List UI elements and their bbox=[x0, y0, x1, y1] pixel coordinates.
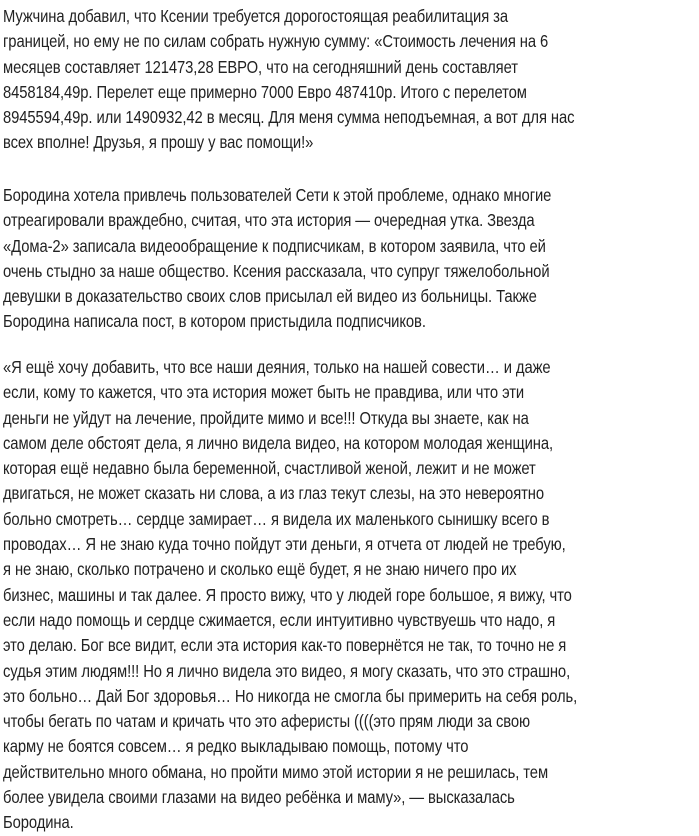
text-line: действительно много обмана, но пройти мимо этой истории я не решилась, тем bbox=[3, 761, 549, 782]
text-line: 8458184,49р. Перелет еще примерно 7000 Евро 487410р. Итого с перелетом bbox=[3, 81, 527, 102]
text-line: Мужчина добавил, что Ксении требуется дорогостоящая реабилитация за bbox=[3, 6, 508, 26]
text-line: это больно… Дай Бог здоровья… Но никогда не смогла бы примерить на себя роль, bbox=[3, 685, 578, 706]
text-line: которая ещё недавно была беременной, счастливой женой, лежит и не может bbox=[3, 458, 536, 479]
text-line: больно смотреть… сердце замирает… я видела их маленького сынишку всего в bbox=[3, 508, 550, 529]
text-line: бизнес, машины и так далее. Я просто вижу, что у людей горе большое, я вижу, что bbox=[3, 584, 572, 605]
text-line: «Я ещё хочу добавить, что все наши деяния, только на нашей совести… и даже bbox=[3, 357, 551, 377]
text-line: двигаться, не может сказать ни слова, а из глаз текут слезы, на это невероятно bbox=[3, 483, 545, 504]
text-line: если надо помощь и сердце сжимается, если интуитивно чувствуешь что надо, я bbox=[3, 609, 556, 630]
text-line: судья этим людям!!! Но я лично видела это видео, я могу сказать, что это страшно, bbox=[3, 660, 571, 681]
text-line: 8945594,49р. или 1490932,42 в месяц. Для меня сумма неподъемная, а вот для нас bbox=[3, 107, 575, 128]
text-line: девушки в доказательство своих слов присылал ей видео из больницы. Также bbox=[3, 286, 537, 307]
text-line: деньги не уйдут на лечение, пройдите мимо и все!!! Откуда вы знаете, как на bbox=[3, 407, 529, 428]
text-line: отреагировали враждебно, считая, что эта история — очередная утка. Звезда bbox=[3, 210, 535, 231]
text-line: Бородина написала пост, в котором пристыдила подписчиков. bbox=[3, 311, 426, 332]
text-line: чтобы бегать по чатам и кричать что это аферисты ((((это прям люди за свою bbox=[3, 711, 531, 732]
text-line: это делаю. Бог все видит, если эта история как-то повернётся не так, то точно не я bbox=[3, 635, 567, 656]
text-line: Бородина. bbox=[3, 812, 74, 833]
text-line: всех вполне! Друзья, я прошу у вас помощи!» bbox=[3, 132, 314, 153]
text-line: если, кому то кажется, что эта история может быть не правдива, или что эти bbox=[3, 382, 525, 403]
text-line: проводах… Я не знаю куда точно пойдут эти деньги, я отчета от людей не требую, bbox=[3, 534, 566, 555]
text-line: карму не боятся совсем… я редко выкладываю помощь, потому что bbox=[3, 736, 469, 757]
text-line: я не знаю, сколько потрачено и сколько ещё будет, я не знаю ничего про их bbox=[3, 559, 517, 580]
text-line: самом деле обстоят дела, я лично видела видео, на котором молодая женщина, bbox=[3, 432, 554, 453]
text-line: очень стыдно за наше общество. Ксения рассказала, что супруг тяжелобольной bbox=[3, 260, 550, 281]
text-line: более увидела своими глазами на видео ребёнка и маму», — высказалась bbox=[3, 787, 515, 808]
text-line: «Дома-2» записала видеообращение к подписчикам, в котором заявила, что ей bbox=[3, 235, 546, 256]
paragraph-borodina-reaction bbox=[3, 183, 699, 335]
text-line: месяцев составляет 121473,28 ЕВРО, что на сегодняшний день составляет bbox=[3, 56, 518, 77]
text-line: границей, но ему не по силам собрать нужную сумму: «Стоимость лечения на 6 bbox=[3, 31, 549, 52]
paragraph-borodina-quote bbox=[3, 355, 699, 836]
text-line: Бородина хотела привлечь пользователей Сети к этой проблеме, однако многие bbox=[3, 185, 552, 205]
paragraph-fundraising-quote bbox=[3, 4, 699, 156]
